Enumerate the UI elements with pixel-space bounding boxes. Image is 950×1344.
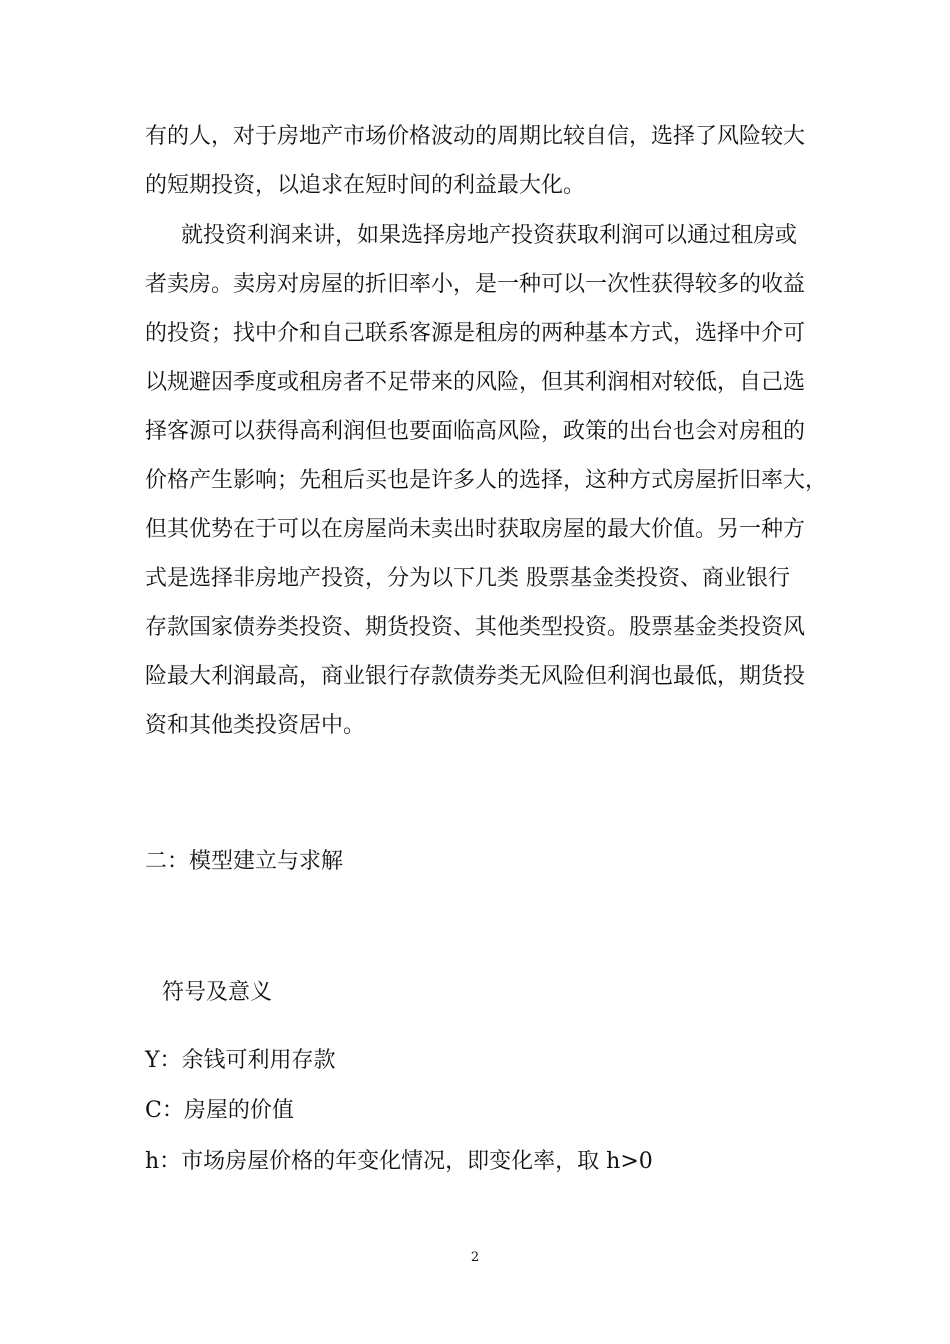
paragraph-line: 的投资；找中介和自己联系客源是租房的两种基本方式，选择中介可 <box>145 321 806 346</box>
paragraph-line: 的短期投资，以追求在短时间的利益最大化。 <box>145 173 586 198</box>
section-heading: 二：模型建立与求解 <box>145 849 344 874</box>
page-number: 2 <box>470 1250 480 1265</box>
paragraph-line: 存款国家债券类投资、期货投资、其他类型投资。股票基金类投资风 <box>145 615 806 640</box>
symbol-definition-h: h：市场房屋价格的年变化情况，即变化率，取 h>0 <box>145 1149 653 1174</box>
symbol-definition-c: C：房屋的价值 <box>145 1098 294 1123</box>
paragraph-line: 资和其他类投资居中。 <box>145 713 366 738</box>
paragraph-2 <box>145 211 828 750</box>
paragraph-line: 择客源可以获得高利润但也要面临高风险，政策的出台也会对房租的 <box>145 419 806 444</box>
paragraph-line: 险最大利润最高，商业银行存款债券类无风险但利润也最低，期货投 <box>145 664 806 689</box>
paragraph-line: 有的人，对于房地产市场价格波动的周期比较自信，选择了风险较大 <box>145 124 806 149</box>
paragraph-line: 者卖房。卖房对房屋的折旧率小，是一种可以一次性获得较多的收益 <box>145 272 806 297</box>
paragraph-line: 但其优势在于可以在房屋尚未卖出时获取房屋的最大价值。另一种方 <box>145 517 806 542</box>
paragraph-line: 就投资利润来讲，如果选择房地产投资获取利润可以通过租房或 <box>181 223 798 248</box>
paragraph-line: 以规避因季度或租房者不足带来的风险，但其利润相对较低，自己选 <box>145 370 806 395</box>
symbol-definition-y: Y：余钱可利用存款 <box>145 1048 336 1073</box>
symbols-heading: 符号及意义 <box>162 980 273 1005</box>
paragraph-1 <box>145 112 815 210</box>
paragraph-line: 价格产生影响；先租后买也是许多人的选择，这种方式房屋折旧率大， <box>145 468 828 493</box>
paragraph-line: 式是选择非房地产投资，分为以下几类 股票基金类投资、商业银行 <box>145 566 790 591</box>
